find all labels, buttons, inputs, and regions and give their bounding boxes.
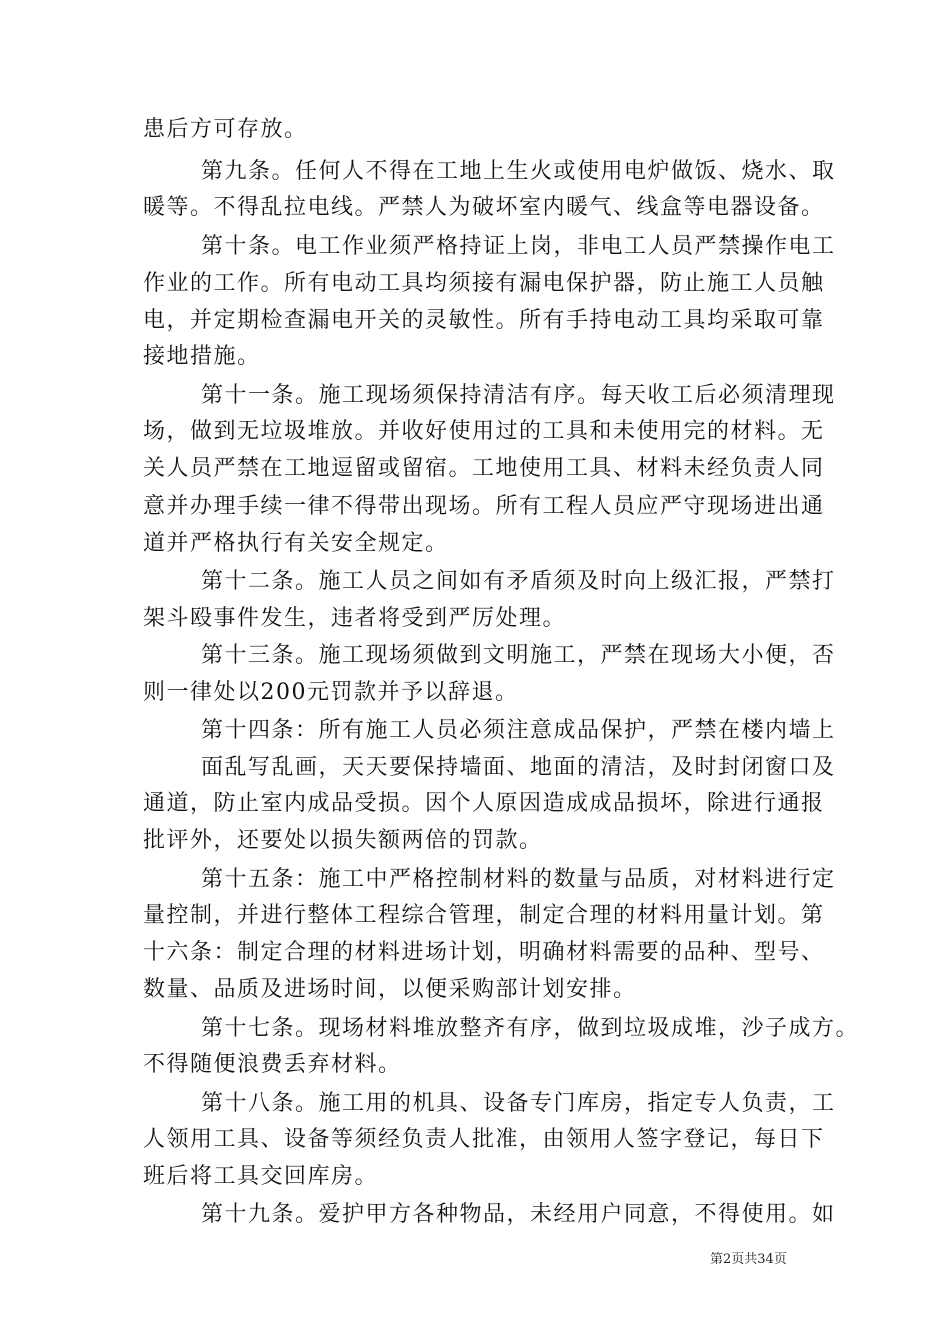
text-line: 第十七条。现场材料堆放整齐有序，做到垃圾成堆，沙子成方。 <box>201 1016 860 1041</box>
text-line: 第十三条。施工现场须做到文明施工，严禁在现场大小便，否 <box>201 643 836 668</box>
text-line: 第十条。电工作业须严格持证上岗，非电工人员严禁操作电工 <box>201 234 836 259</box>
text-line: 作业的工作。所有电动工具均须接有漏电保护器，防止施工人员触 <box>143 271 825 296</box>
text-line: 第九条。任何人不得在工地上生火或使用电炉做饭、烧水、取 <box>201 159 836 184</box>
page-number: 第2页共34页 <box>710 1252 787 1267</box>
text-line: 场，做到无垃圾堆放。并收好使用过的工具和未使用完的材料。无 <box>143 419 825 444</box>
text-line: 十六条：制定合理的材料进场计划，明确材料需要的品种、型号、 <box>143 940 825 965</box>
text-line: 人领用工具、设备等须经负责人批准，由领用人签字登记，每日下 <box>143 1127 825 1152</box>
text-line: 量控制，并进行整体工程综合管理，制定合理的材料用量计划。第 <box>143 903 825 928</box>
text-line: 第十一条。施工现场须保持清洁有序。每天收工后必须清理现 <box>201 383 836 408</box>
text-line: 第十五条：施工中严格控制材料的数量与品质，对材料进行定 <box>201 867 836 892</box>
text-line: 面乱写乱画，天天要保持墙面、地面的清洁，及时封闭窗口及 <box>201 755 836 780</box>
text-line: 通道，防止室内成品受损。因个人原因造成成品损坏，除进行通报 <box>143 791 825 816</box>
text-line: 数量、品质及进场时间，以便采购部计划安排。 <box>143 977 637 1002</box>
text-line: 批评外，还要处以损失额两倍的罚款。 <box>143 828 543 853</box>
text-line: 不得随便浪费丢弃材料。 <box>143 1052 402 1077</box>
text-line: 道并严格执行有关安全规定。 <box>143 531 449 556</box>
text-line: 电，并定期检查漏电开关的灵敏性。所有手持电动工具均采取可靠 <box>143 308 825 333</box>
text-line: 意并办理手续一律不得带出现场。所有工程人员应严守现场进出通 <box>143 494 825 519</box>
text-line: 接地措施。 <box>143 344 261 369</box>
text-line: 第十二条。施工人员之间如有矛盾须及时向上级汇报，严禁打 <box>201 569 836 594</box>
text-line: 第十八条。施工用的机具、设备专门库房，指定专人负责，工 <box>201 1091 836 1116</box>
text-line: 关人员严禁在工地逗留或留宿。工地使用工具、材料未经负责人同 <box>143 456 825 481</box>
text-line: 患后方可存放。 <box>143 117 308 142</box>
text-line: 架斗殴事件发生，违者将受到严厉处理。 <box>143 606 567 631</box>
text-line: 第十九条。爱护甲方各种物品，未经用户同意，不得使用。如 <box>201 1202 836 1227</box>
text-line: 暖等。不得乱拉电线。严禁人为破坏室内暖气、线盒等电器设备。 <box>143 195 825 220</box>
text-line: 则一律处以200元罚款并予以辞退。 <box>143 680 519 705</box>
text-line: 第十四条：所有施工人员必须注意成品保护，严禁在楼内墙上 <box>201 718 836 743</box>
text-line: 班后将工具交回库房。 <box>143 1164 379 1189</box>
